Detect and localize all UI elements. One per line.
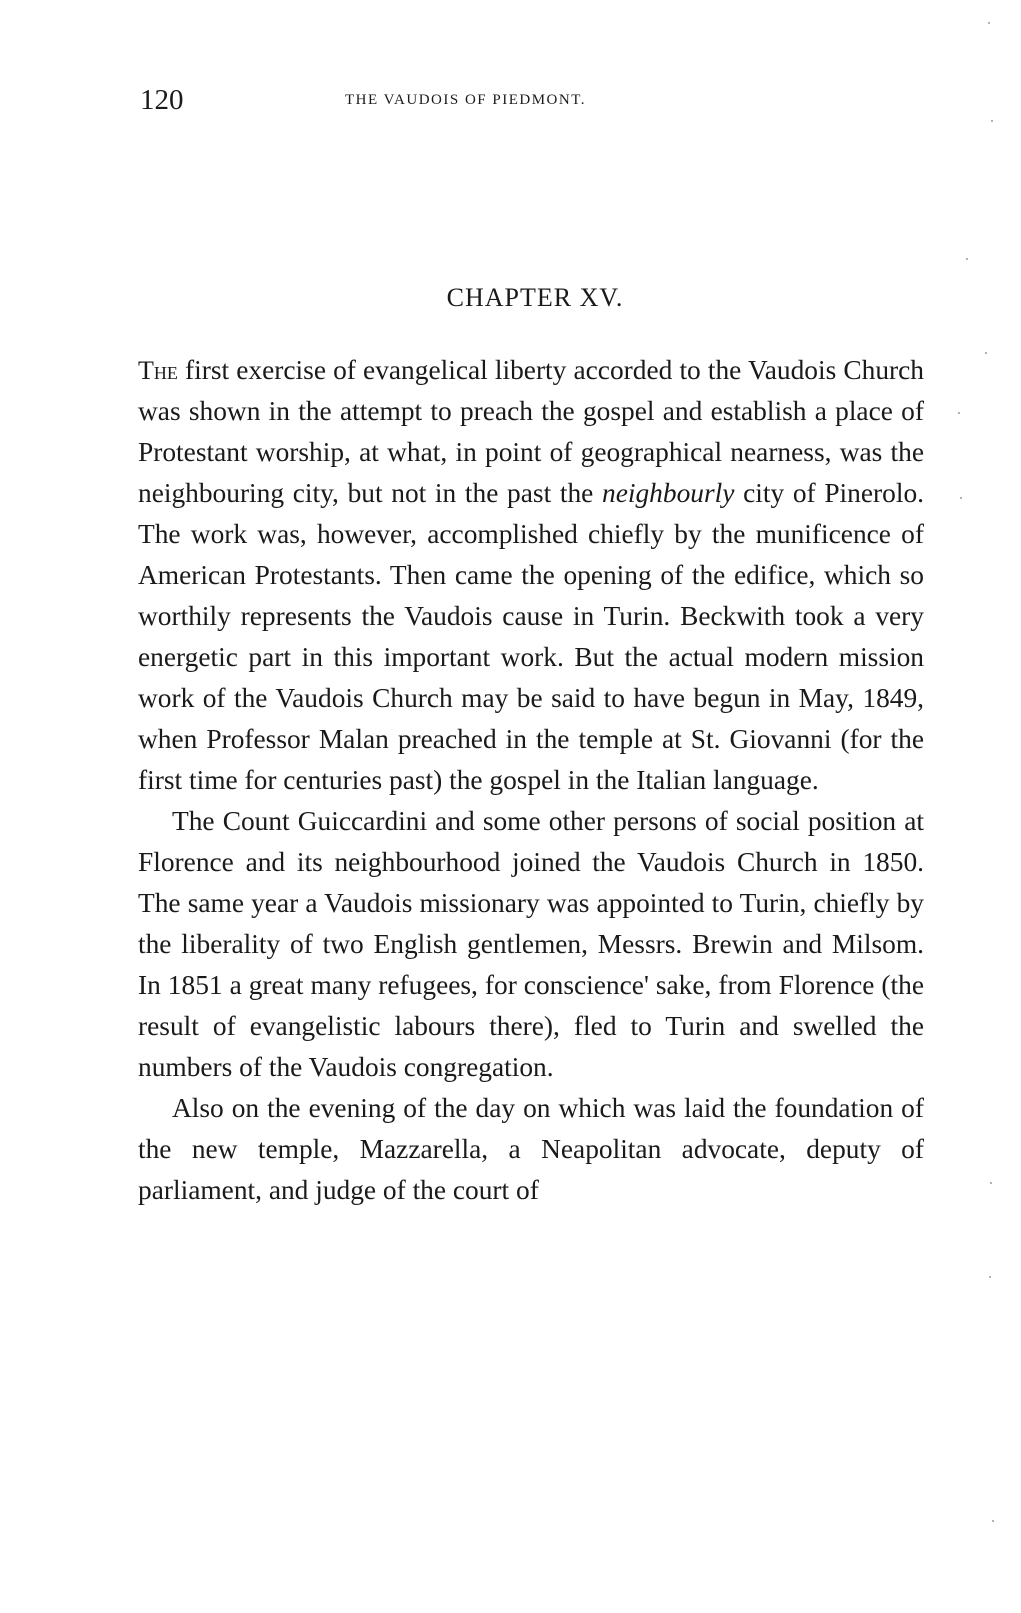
paragraph-text: city of Pinerolo. The work was, however, accomplished chiefly by the munificence of American Protestants. Then came the opening of the edifice, which so worthily represents the Vaudois cause in Turin. Beckwith took a very energetic part in this important work. But the actual modern mission work of the Vaudois Church may be said to have begun in May, 1849, when Professor Malan preached in the temple at St. Giovanni (for the first time for centuries past) the gospel in the Italian language. [138, 478, 924, 795]
chapter-heading: CHAPTER XV. [446, 283, 624, 312]
scan-speck [985, 352, 987, 354]
body-text [138, 350, 924, 1211]
scan-speck [989, 1276, 991, 1278]
scan-speck [992, 1520, 994, 1522]
paragraph [138, 350, 924, 801]
scan-speck [966, 258, 968, 260]
running-title: THE VAUDOIS OF PIEDMONT. [345, 92, 587, 108]
scan-speck [990, 1182, 992, 1184]
paragraph: The Count Guiccardini and some other persons of social position at Florence and its neighbourhood joined the Vaudois Church in 1850. The same year a Vaudois missionary was appointed to Turin, chiefly by the liberality of two English gentlemen, Messrs. Brewin and Milsom. In 1851 a great many refugees, for conscience' sake, from Florence (the result of evangelistic labours there), fled to Turin and swelled the numbers of the Vaudois congregation. [138, 806, 924, 1082]
scan-speck [960, 497, 962, 499]
scan-speck [958, 412, 960, 414]
paragraph-text: first exercise of evangelical liberty accorded to the Vaudois Church was shown in the attempt to preach the gospel and establish a place of Protestant worship, at what, in point of geographical nearness, was the neighbouring city, but not in the past the [138, 355, 924, 508]
italic-word: neighbourly [602, 478, 735, 508]
scan-speck [988, 22, 990, 24]
paragraph: Also on the evening of the day on which was laid the foundation of the new temple, Mazzarella, a Neapolitan advocate, deputy of parliament, and judge of the court of [138, 1093, 924, 1205]
page-number: 120 [140, 84, 184, 116]
running-head [140, 84, 930, 124]
paragraph-lead-word: The [138, 356, 178, 385]
scan-speck [991, 120, 993, 122]
